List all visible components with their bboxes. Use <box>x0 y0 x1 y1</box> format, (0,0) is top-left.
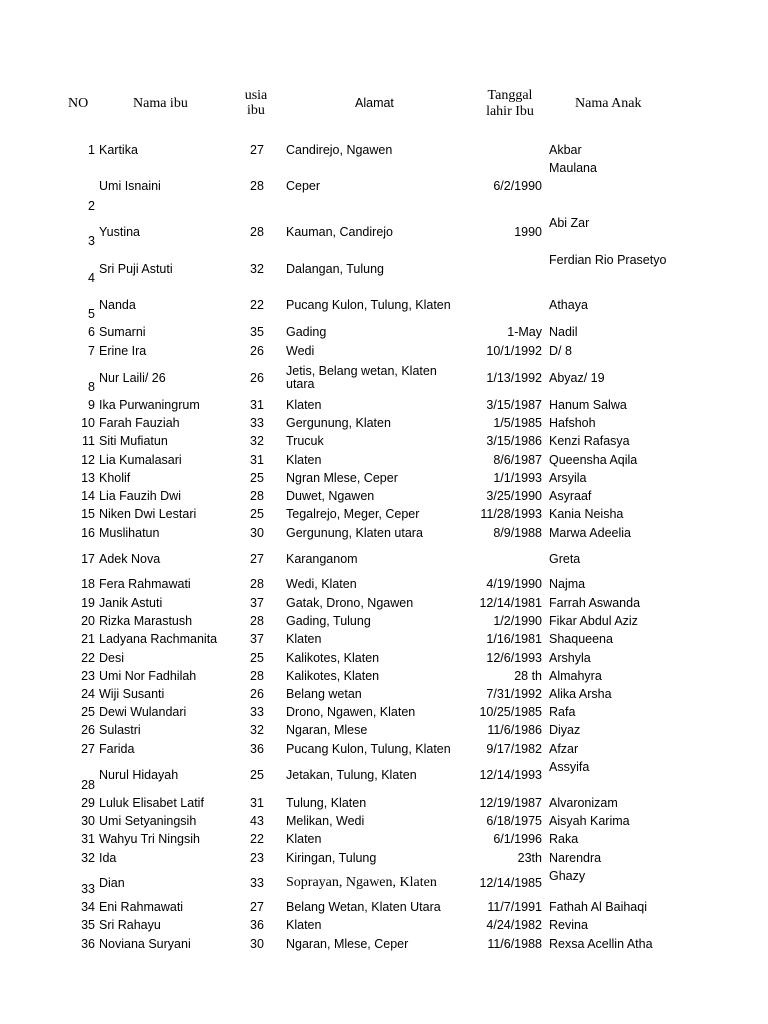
mother-age: 33 <box>250 705 264 719</box>
address-line2: utara <box>286 377 315 391</box>
row-number: 28 <box>81 778 95 792</box>
child-name: Alika Arsha <box>549 687 612 701</box>
mother-name: Desi <box>99 651 125 665</box>
mother-age: 30 <box>250 937 264 951</box>
address: Dalangan, Tulung <box>286 262 384 276</box>
mother-name: Kartika <box>99 143 138 157</box>
mother-age: 25 <box>250 768 264 782</box>
mother-age: 32 <box>250 262 264 276</box>
birth-date: 6/2/1990 <box>493 179 542 193</box>
birth-date: 4/24/1982 <box>486 918 542 932</box>
child-name: Rexsa Acellin Atha <box>549 937 653 951</box>
mother-name: Dian <box>99 876 125 890</box>
address: Kauman, Candirejo <box>286 225 394 239</box>
row-number: 30 <box>81 814 95 828</box>
child-name: Rafa <box>549 705 576 719</box>
address: Candirejo, Ngawen <box>286 143 393 157</box>
child-name: Najma <box>549 577 586 591</box>
child-name: D/ 8 <box>549 344 572 358</box>
row-number: 7 <box>88 344 95 358</box>
mother-name: Lia Fauzih Dwi <box>99 489 181 503</box>
mother-name: Sumarni <box>99 325 146 339</box>
mother-name: Sulastri <box>99 723 141 737</box>
mother-name: Niken Dwi Lestari <box>99 507 197 521</box>
child-name: Marwa Adeelia <box>549 526 631 540</box>
address: Ngran Mlese, Ceper <box>286 471 398 485</box>
mother-age: 35 <box>250 325 264 339</box>
birth-date: 6/1/1996 <box>493 832 542 846</box>
row-number: 31 <box>81 832 95 846</box>
birth-date: 1/2/1990 <box>493 614 542 628</box>
child-name: Nadil <box>549 325 578 339</box>
mother-name: Janik Astuti <box>99 596 163 610</box>
row-number: 33 <box>81 882 95 896</box>
address: Klaten <box>286 453 322 467</box>
header-tanggal-line1: Tanggal <box>487 88 533 103</box>
row-number: 9 <box>88 398 95 412</box>
birth-date: 7/31/1992 <box>486 687 542 701</box>
birth-date: 9/17/1982 <box>486 742 542 756</box>
birth-date: 10/1/1992 <box>486 344 542 358</box>
mother-age: 33 <box>250 416 264 430</box>
address: Trucuk <box>286 434 324 448</box>
birth-date: 1/13/1992 <box>486 371 542 385</box>
mother-name: Umi Nor Fadhilah <box>99 669 197 683</box>
child-name: Farrah Aswanda <box>549 596 641 610</box>
address: Pucang Kulon, Tulung, Klaten <box>286 742 451 756</box>
address: Kalikotes, Klaten <box>286 651 380 665</box>
mother-age: 26 <box>250 344 264 358</box>
row-number: 2 <box>88 199 95 213</box>
birth-date: 11/28/1993 <box>480 507 542 521</box>
mother-name: Wahyu Tri Ningsih <box>99 832 200 846</box>
mother-age: 25 <box>250 471 264 485</box>
mother-age: 37 <box>250 632 264 646</box>
mother-name: Umi Setyaningsih <box>99 814 197 828</box>
mother-age: 27 <box>250 552 264 566</box>
child-name: Ferdian Rio Prasetyo <box>549 253 667 267</box>
birth-date: 12/19/1987 <box>479 796 542 810</box>
child-name: Abyaz/ 19 <box>549 371 605 385</box>
child-name: Afzar <box>549 742 579 756</box>
row-number: 10 <box>81 416 95 430</box>
child-name: Akbar <box>549 143 582 157</box>
row-number: 35 <box>81 918 95 932</box>
row-number: 12 <box>81 453 95 467</box>
row-number: 16 <box>81 526 95 540</box>
address: Jetis, Belang wetan, Klaten <box>286 364 437 378</box>
mother-age: 32 <box>250 434 264 448</box>
child-name: Greta <box>549 552 581 566</box>
child-name: Asyraaf <box>549 489 592 503</box>
address: Klaten <box>286 918 322 932</box>
child-name: Almahyra <box>549 669 602 683</box>
child-name: Assyifa <box>549 760 590 774</box>
child-name: Kania Neisha <box>549 507 624 521</box>
mother-name: Nanda <box>99 298 136 312</box>
row-number: 11 <box>82 434 95 448</box>
row-number: 14 <box>81 489 95 503</box>
address: Duwet, Ngawen <box>286 489 375 503</box>
address: Belang wetan <box>286 687 362 701</box>
mother-age: 31 <box>250 453 264 467</box>
birth-date: 1/5/1985 <box>493 416 542 430</box>
birth-date: 11/6/1988 <box>487 937 542 951</box>
mother-name: Ika Purwaningrum <box>99 398 200 412</box>
address: Gading <box>286 325 327 339</box>
mother-age: 31 <box>250 796 264 810</box>
row-number: 3 <box>88 234 95 248</box>
address: Klaten <box>286 398 322 412</box>
address: Gergunung, Klaten utara <box>286 526 423 540</box>
row-number: 19 <box>81 596 95 610</box>
mother-name: Muslihatun <box>99 526 160 540</box>
address: Ngaran, Mlese <box>286 723 368 737</box>
mother-name: Wiji Susanti <box>99 687 165 701</box>
mother-age: 22 <box>250 832 264 846</box>
mother-age: 36 <box>250 918 264 932</box>
address: Kalikotes, Klaten <box>286 669 380 683</box>
row-number: 1 <box>88 143 95 157</box>
child-name: Narendra <box>549 851 602 865</box>
header-nama-ibu: Nama ibu <box>133 96 188 111</box>
child-name: Abi Zar <box>549 216 590 230</box>
mother-name: Siti Mufiatun <box>99 434 168 448</box>
mother-age: 30 <box>250 526 264 540</box>
birth-date: 3/15/1986 <box>486 434 542 448</box>
row-number: 21 <box>81 632 95 646</box>
birth-date: 1/16/1981 <box>486 632 542 646</box>
birth-date: 8/6/1987 <box>493 453 542 467</box>
mother-age: 28 <box>250 489 264 503</box>
address: Kiringan, Tulung <box>286 851 377 865</box>
birth-date: 12/14/1985 <box>479 876 542 890</box>
row-number: 5 <box>88 307 95 321</box>
birth-date: 6/18/1975 <box>486 814 542 828</box>
row-number: 24 <box>81 687 95 701</box>
child-name: Kenzi Rafasya <box>549 434 630 448</box>
mother-name: Sri Rahayu <box>99 918 161 932</box>
child-name: Ghazy <box>549 869 586 883</box>
child-name: Fathah Al Baihaqi <box>549 900 647 914</box>
mother-age: 27 <box>250 900 264 914</box>
address: Jetakan, Tulung, Klaten <box>286 768 417 782</box>
mother-name: Ladyana Rachmanita <box>99 632 218 646</box>
address: Soprayan, Ngawen, Klaten <box>286 875 437 890</box>
child-name: Arsyila <box>549 471 587 485</box>
mother-age: 43 <box>250 814 264 828</box>
row-number: 6 <box>88 325 95 339</box>
mother-name: Nurul Hidayah <box>99 768 179 782</box>
address: Drono, Ngawen, Klaten <box>286 705 416 719</box>
address: Gading, Tulung <box>286 614 371 628</box>
address: Ceper <box>286 179 321 193</box>
mother-name: Ida <box>99 851 117 865</box>
header-usia-ibu-line2: ibu <box>247 103 265 118</box>
mother-age: 25 <box>250 651 264 665</box>
mother-age: 36 <box>250 742 264 756</box>
child-name: Alvaronizam <box>549 796 618 810</box>
row-number: 18 <box>81 577 95 591</box>
mother-name: Sri Puji Astuti <box>99 262 173 276</box>
address: Gergunung, Klaten <box>286 416 391 430</box>
mother-age: 26 <box>250 371 264 385</box>
row-number: 23 <box>81 669 95 683</box>
child-name: Hanum Salwa <box>549 398 627 412</box>
mother-age: 22 <box>250 298 264 312</box>
mother-age: 32 <box>250 723 264 737</box>
address: Pucang Kulon, Tulung, Klaten <box>286 298 451 312</box>
birth-date: 4/19/1990 <box>486 577 542 591</box>
mother-age: 31 <box>250 398 264 412</box>
birth-date: 10/25/1985 <box>479 705 542 719</box>
mother-name: Noviana Suryani <box>99 937 191 951</box>
child-name: Maulana <box>549 161 597 175</box>
child-name: Revina <box>549 918 588 932</box>
birth-date: 12/14/1993 <box>479 768 542 782</box>
mother-age: 23 <box>250 851 264 865</box>
row-number: 36 <box>81 937 95 951</box>
child-name: Queensha Aqila <box>549 453 638 467</box>
child-name: Raka <box>549 832 579 846</box>
birth-date: 3/25/1990 <box>486 489 542 503</box>
mother-name: Umi Isnaini <box>99 179 161 193</box>
birth-date: 12/14/1981 <box>479 596 542 610</box>
address: Wedi <box>286 344 315 358</box>
mother-age: 26 <box>250 687 264 701</box>
mother-name: Adek Nova <box>99 552 161 566</box>
birth-date: 23th <box>517 851 542 865</box>
mother-name: Lia Kumalasari <box>99 453 182 467</box>
birth-date: 1-May <box>507 325 542 339</box>
mother-name: Fera Rahmawati <box>99 577 191 591</box>
mother-age: 27 <box>250 143 264 157</box>
header-alamat: Alamat <box>355 96 394 110</box>
address: Belang Wetan, Klaten Utara <box>286 900 441 914</box>
birth-date: 12/6/1993 <box>486 651 542 665</box>
address: Klaten <box>286 632 322 646</box>
row-number: 34 <box>81 900 95 914</box>
address: Klaten <box>286 832 322 846</box>
address: Wedi, Klaten <box>286 577 357 591</box>
address: Gatak, Drono, Ngawen <box>286 596 414 610</box>
mother-age: 28 <box>250 179 264 193</box>
child-name: Shaqueena <box>549 632 613 646</box>
mother-name: Dewi Wulandari <box>99 705 187 719</box>
child-name: Aisyah Karima <box>549 814 630 828</box>
row-number: 32 <box>81 851 95 865</box>
mother-name: Nur Laili/ 26 <box>99 371 166 385</box>
child-name: Athaya <box>549 298 588 312</box>
row-number: 4 <box>88 271 95 285</box>
birth-date: 11/6/1986 <box>487 723 542 737</box>
birth-date: 3/15/1987 <box>486 398 542 412</box>
row-number: 26 <box>81 723 95 737</box>
mother-name: Yustina <box>99 225 141 239</box>
address: Tulung, Klaten <box>286 796 367 810</box>
address: Melikan, Wedi <box>286 814 365 828</box>
row-number: 22 <box>81 651 95 665</box>
header-usia-ibu-line1: usia <box>244 88 268 103</box>
birth-date: 11/7/1991 <box>487 900 542 914</box>
header-nama-anak: Nama Anak <box>575 96 642 111</box>
row-number: 13 <box>81 471 95 485</box>
mother-age: 28 <box>250 669 264 683</box>
mother-age: 28 <box>250 225 264 239</box>
mother-age: 28 <box>250 614 264 628</box>
child-name: Arshyla <box>549 651 591 665</box>
address: Ngaran, Mlese, Ceper <box>286 937 409 951</box>
birth-date: 28 th <box>514 669 542 683</box>
mother-age: 28 <box>250 577 264 591</box>
birth-date: 8/9/1988 <box>493 526 542 540</box>
row-number: 25 <box>81 705 95 719</box>
mother-name: Rizka Marastush <box>99 614 193 628</box>
mother-name: Kholif <box>99 471 131 485</box>
child-name: Diyaz <box>549 723 581 737</box>
child-name: Hafshoh <box>549 416 596 430</box>
header-no: NO <box>68 96 89 111</box>
row-number: 27 <box>81 742 95 756</box>
address: Karanganom <box>286 552 358 566</box>
address: Tegalrejo, Meger, Ceper <box>286 507 420 521</box>
mother-name: Farida <box>99 742 135 756</box>
mother-name: Luluk Elisabet Latif <box>99 796 204 810</box>
row-number: 17 <box>81 552 95 566</box>
row-number: 15 <box>81 507 95 521</box>
mother-name: Farah Fauziah <box>99 416 180 430</box>
child-name: Fikar Abdul Aziz <box>549 614 638 628</box>
mother-name: Eni Rahmawati <box>99 900 184 914</box>
row-number: 29 <box>81 796 95 810</box>
row-number: 20 <box>81 614 95 628</box>
row-number: 8 <box>88 380 95 394</box>
mother-age: 37 <box>250 596 264 610</box>
birth-date: 1/1/1993 <box>493 471 542 485</box>
mother-age: 25 <box>250 507 264 521</box>
header-tanggal-line2: lahir Ibu <box>486 104 534 119</box>
mother-name: Erine Ira <box>99 344 147 358</box>
birth-date: 1990 <box>514 225 542 239</box>
mother-age: 33 <box>250 876 264 890</box>
